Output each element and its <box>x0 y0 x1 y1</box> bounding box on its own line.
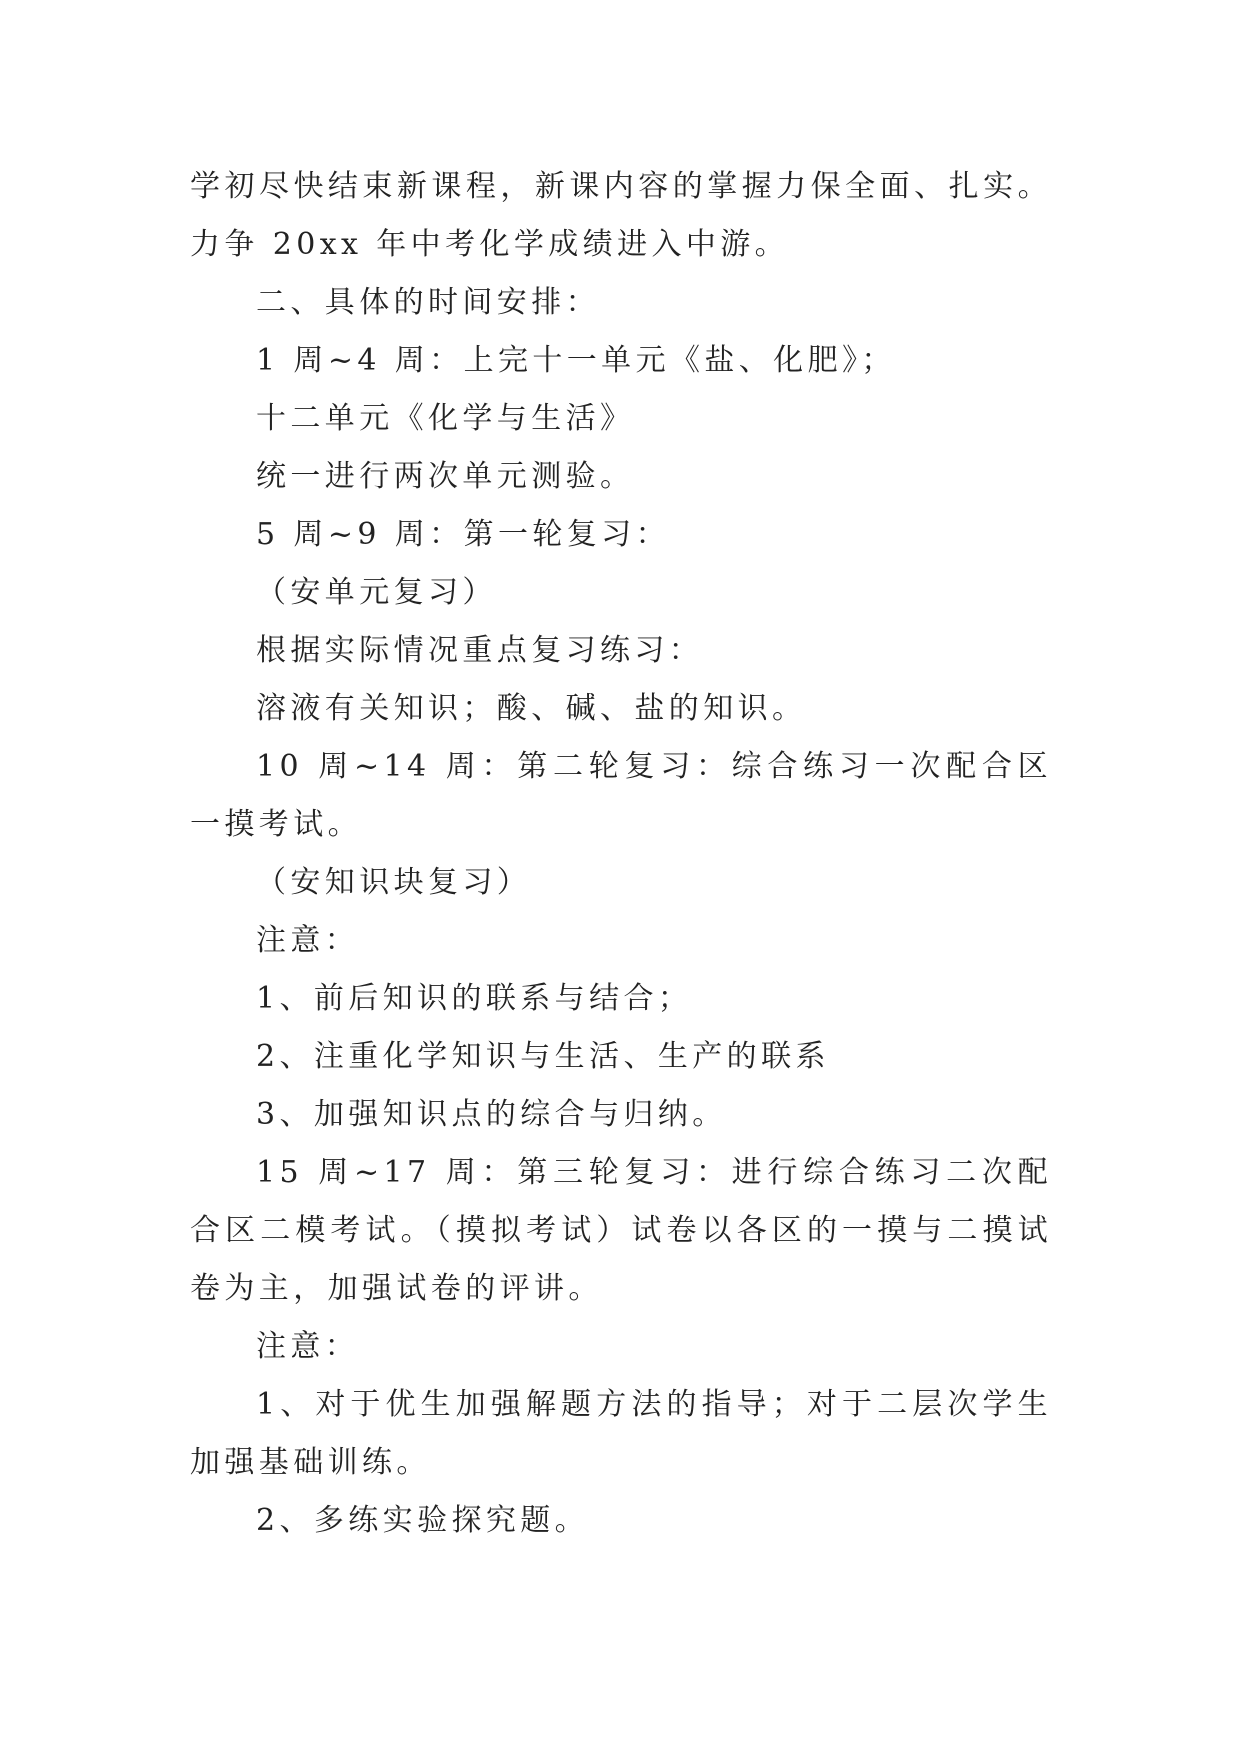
paragraph-unit-tests: 统一进行两次单元测验。 <box>256 459 635 494</box>
paragraph-note-1-item-1: 1、前后知识的联系与结合； <box>256 981 693 1016</box>
paragraph-1: 学初尽快结束新课程，新课内容的掌握力保全面、扎实。力争 20xx 年中考化学成绩进入中游。 <box>190 169 1052 262</box>
paragraph-weeks-5-9: 5 周~9 周：第一轮复习： <box>256 517 670 552</box>
paragraph-unit-12: 十二单元《化学与生活》 <box>256 401 635 436</box>
paragraph-note-2: 注意： <box>256 1329 360 1364</box>
paragraph-solution-knowledge: 溶液有关知识；酸、碱、盐的知识。 <box>256 691 807 726</box>
paragraph-note-1: 注意： <box>256 923 360 958</box>
paragraph-weeks-15-17: 15 周~17 周：第三轮复习：进行综合练习二次配合区二模考试。（摸拟考试）试卷以各区的一摸与二摸试卷为主，加强试卷的评讲。 <box>190 1155 1052 1306</box>
paragraph-note-1-item-3: 3、加强知识点的综合与归纳。 <box>256 1097 727 1132</box>
paragraph-note-2-item-2: 2、多练实验探究题。 <box>256 1503 590 1538</box>
paragraph-note-2-item-1: 1、对于优生加强解题方法的指导；对于二层次学生加强基础训练。 <box>190 1387 1052 1480</box>
paragraph-unit-review: （安单元复习） <box>256 575 497 610</box>
paragraph-knowledge-block-review: （安知识块复习） <box>256 865 532 900</box>
section-heading-schedule: 二、具体的时间安排： <box>256 285 600 320</box>
document-body <box>190 158 1052 1550</box>
paragraph-focus-review: 根据实际情况重点复习练习： <box>256 633 704 668</box>
paragraph-weeks-10-14: 10 周~14 周：第二轮复习：综合练习一次配合区一摸考试。 <box>190 749 1052 842</box>
paragraph-note-1-item-2: 2、注重化学知识与生活、生产的联系 <box>256 1039 830 1074</box>
paragraph-weeks-1-4: 1 周~4 周：上完十一单元《盐、化肥》； <box>256 343 896 378</box>
